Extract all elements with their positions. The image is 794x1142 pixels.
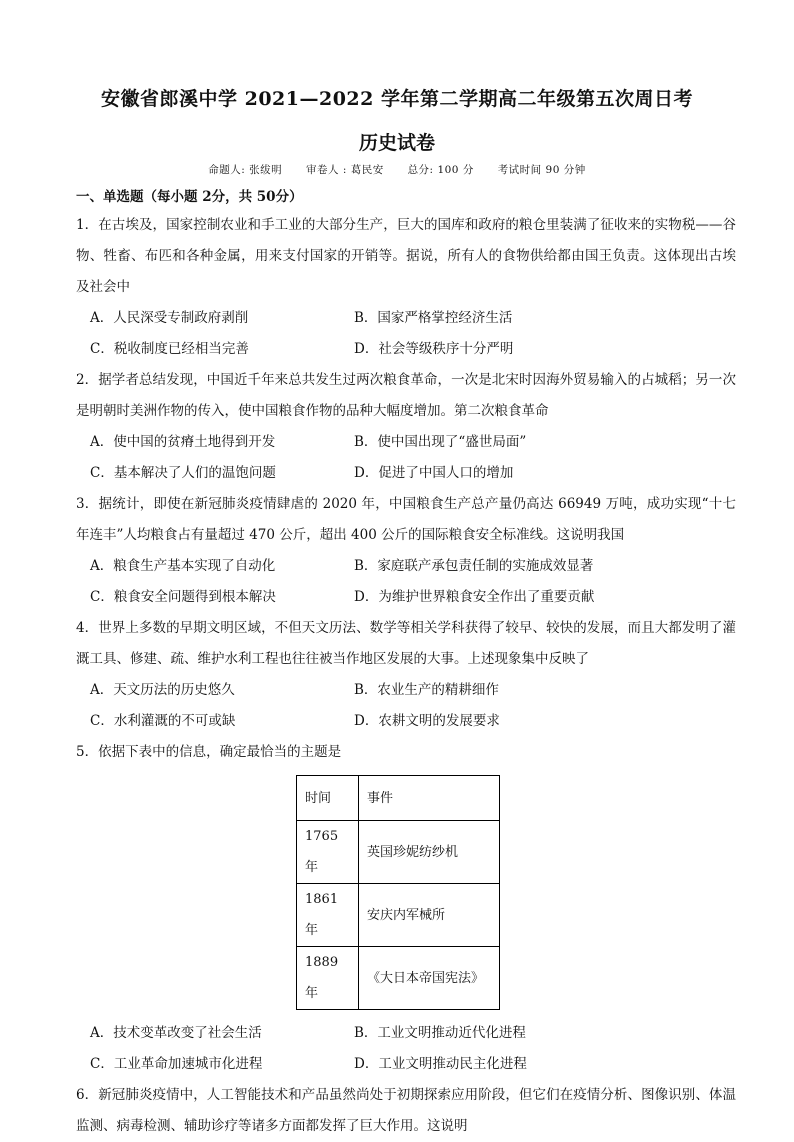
exam-time-text: 考试时间 90 分钟 [497, 164, 586, 176]
option-c: C．粮食安全问题得到根本解决 [90, 589, 276, 605]
table-cell: 1889 年 [297, 947, 359, 1010]
question-4 [76, 613, 736, 737]
option-a: A．粮食生产基本实现了自动化 [90, 558, 276, 574]
question-list [76, 210, 736, 1142]
total-score-text: 总分: 100 分 [407, 164, 474, 176]
question-2 [76, 365, 736, 489]
question-1 [76, 210, 736, 365]
option-list [76, 1018, 736, 1080]
table-row [297, 947, 500, 1010]
option-d: D．农耕文明的发展要求 [354, 713, 500, 729]
option-d: D．工业文明推动民主化进程 [354, 1056, 527, 1072]
option-d: D．促进了中国人口的增加 [354, 465, 514, 481]
option-c: C．基本解决了人们的温饱问题 [90, 465, 276, 481]
section-heading: 一、单选题（每小题 2分，共 50分） [76, 189, 303, 205]
option-b: B．国家严格掌控经济生活 [354, 310, 513, 326]
table-row [297, 884, 500, 947]
author-text: 命题人: 张绂明 [208, 164, 283, 176]
question-stem: 1．在古埃及，国家控制农业和手工业的大部分生产，巨大的国库和政府的粮仓里装满了征收来的实物税——谷物、牲畜、布匹和各种金属，用来支付国家的开销等。据说，所有人的食物供给都由国王负责。这体现出古埃及社会中 [76, 217, 736, 295]
option-a: A．技术变革改变了社会生活 [90, 1025, 262, 1041]
option-c: C．税收制度已经相当完善 [90, 341, 249, 357]
exam-subtitle: 历史试卷 [358, 132, 435, 154]
option-b: B．农业生产的精耕细作 [354, 682, 499, 698]
option-a: A．使中国的贫瘠土地得到开发 [90, 434, 276, 450]
option-list [76, 675, 736, 737]
option-list [76, 303, 736, 365]
option-list [76, 427, 736, 489]
option-d: D．为维护世界粮食安全作出了重要贡献 [354, 589, 595, 605]
events-table [296, 775, 500, 1010]
table-cell: 《大日本帝国宪法》 [359, 947, 500, 1010]
question-stem: 5．依据下表中的信息，确定最恰当的主题是 [76, 744, 342, 760]
question-3 [76, 489, 736, 613]
exam-meta [0, 162, 794, 177]
option-b: B．使中国出现了“盛世局面” [354, 434, 527, 450]
question-stem: 3．据统计，即使在新冠肺炎疫情肆虐的 2020 年，中国粮食生产总产量仍高达 66949 万吨，成功实现“十七年连丰”人均粮食占有量超过 470 公斤，超出 400 公斤的国际粮食安全标准线。这说明我国 [76, 496, 736, 543]
option-a: A．天文历法的历史悠久 [90, 682, 235, 698]
table-header-cell: 事件 [359, 776, 500, 821]
question-6 [76, 1080, 736, 1142]
option-c: C．水利灌溉的不可或缺 [90, 713, 236, 729]
option-b: B．工业文明推动近代化进程 [354, 1025, 526, 1041]
table-cell: 1861 年 [297, 884, 359, 947]
table-cell: 安庆内军械所 [359, 884, 500, 947]
table-header-cell: 时间 [297, 776, 359, 821]
table-row [297, 821, 500, 884]
table-cell: 英国珍妮纺纱机 [359, 821, 500, 884]
option-d: D．社会等级秩序十分严明 [354, 341, 514, 357]
table-header-row [297, 776, 500, 821]
option-c: C．工业革命加速城市化进程 [90, 1056, 263, 1072]
option-b: B．家庭联产承包责任制的实施成效显著 [354, 558, 594, 574]
question-stem: 4．世界上多数的早期文明区域，不但天文历法、数学等相关学科获得了较早、较快的发展，而且大都发明了灌溉工具、修建、疏、维护水利工程也往往被当作地区发展的大事。上述现象集中反映了 [76, 620, 736, 667]
exam-title: 安徽省郎溪中学 2021—2022 学年第二学期高二年级第五次周日考 [101, 88, 693, 110]
option-a: A．人民深受专制政府剥削 [90, 310, 249, 326]
question-5 [76, 737, 736, 1080]
question-stem: 6．新冠肺炎疫情中，人工智能技术和产品虽然尚处于初期探索应用阶段，但它们在疫情分析、图像识别、体温监测、病毒检测、辅助诊疗等诸多方面都发挥了巨大作用。这说明 [76, 1087, 736, 1134]
question-stem: 2．据学者总结发现，中国近千年来总共发生过两次粮食革命，一次是北宋时因海外贸易输入的占城稻；另一次是明朝时美洲作物的传入，使中国粮食作物的品种大幅度增加。第二次粮食革命 [76, 372, 736, 419]
table-cell: 1765 年 [297, 821, 359, 884]
reviewer-text: 审卷人 : 葛民安 [306, 164, 384, 176]
option-list [76, 551, 736, 613]
